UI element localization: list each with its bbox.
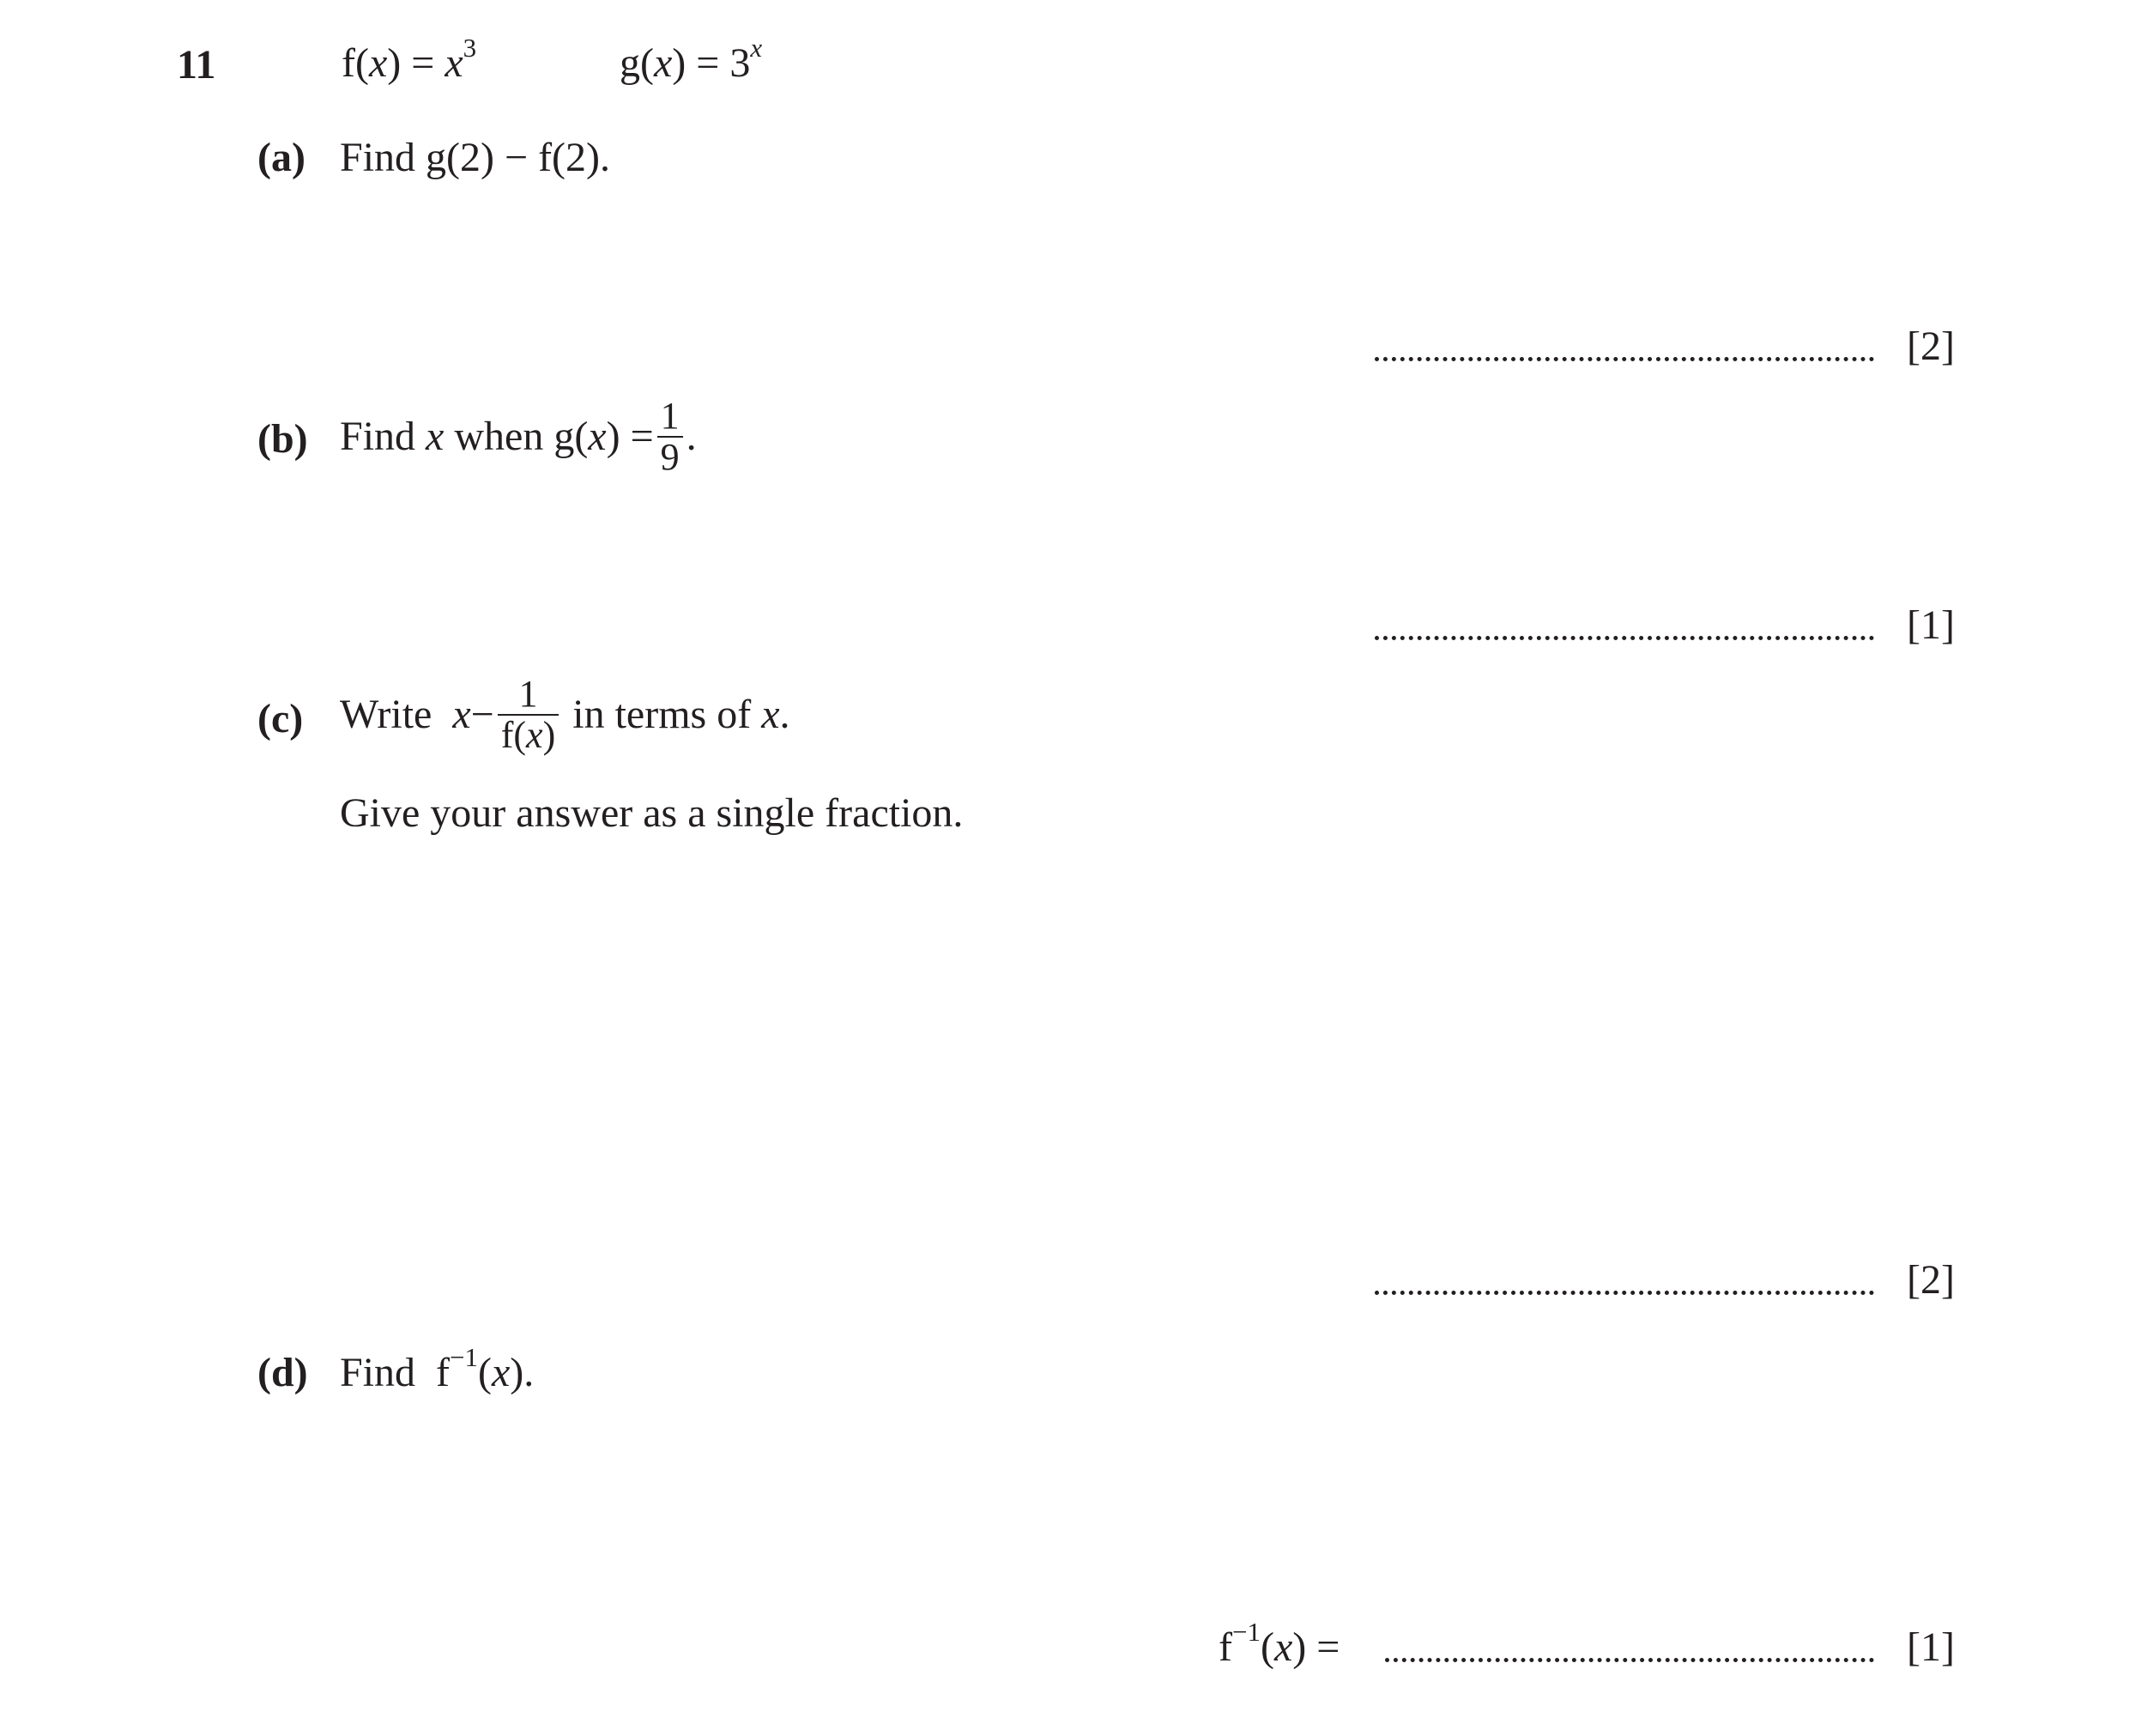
part-c-write: Write [340, 692, 432, 738]
part-c-answer-line[interactable] [1375, 1284, 1874, 1299]
part-d-question [340, 1342, 535, 1395]
part-a-answer-line[interactable] [1375, 350, 1874, 366]
part-c-question: Write x− $\frac{1}{f(x)}$ in terms of x. [340, 673, 790, 757]
part-d-answer-line[interactable] [1385, 1651, 1874, 1666]
part-c-frac-den-f: f( [500, 714, 527, 757]
part-a-text: Find [340, 135, 416, 180]
part-b-marks: [1] [1907, 602, 1955, 648]
part-b-frac-num: 1 [657, 396, 683, 438]
part-d-arg-open: ( [478, 1350, 492, 1395]
f-exponent: 3 [463, 33, 477, 63]
part-b-find: Find [340, 414, 416, 460]
part-a-expression: g(2) − f(2). [426, 135, 611, 180]
part-d-label: (d) [257, 1350, 308, 1395]
part-b-fraction [657, 396, 683, 477]
part-b-question: Find x when g(x) = $\frac{1}{9}$ . [340, 395, 697, 479]
g-var: x [653, 40, 673, 86]
part-c-in-terms-of: in terms of [572, 692, 752, 738]
part-b-lhs-close: ) = [606, 414, 654, 460]
part-a-question [340, 137, 610, 178]
part-d-answer-prefix: $f^{-1}(x)$ = [1219, 1617, 1340, 1670]
question-number: 11 [177, 42, 216, 88]
part-c-frac-den-close: ) [542, 714, 556, 757]
part-c-label: (c) [257, 696, 304, 741]
part-c-instruction: Give your answer as a single fraction. [340, 790, 964, 836]
part-b-when: when [454, 414, 544, 460]
part-d-exponent: −1 [450, 1342, 478, 1372]
definition-f: $f(x) = x^3$ [342, 33, 477, 86]
f-base: x [445, 40, 463, 86]
part-d-answer-exponent: −1 [1231, 1617, 1261, 1647]
part-b-frac-den: 9 [660, 436, 680, 479]
part-b-label: (b) [257, 416, 308, 462]
part-a-marks: [2] [1907, 324, 1955, 369]
part-d-fname: f [436, 1350, 451, 1395]
definition-g: g(x) = 3$^x$ [620, 33, 763, 86]
g-name: g [620, 40, 640, 86]
part-c-var: x [452, 692, 471, 738]
part-d-marks: [1] [1907, 1624, 1955, 1670]
part-d-var: x [491, 1350, 511, 1395]
f-var: x [368, 40, 388, 86]
part-c-minus: − [470, 692, 494, 738]
g-exponent: x [750, 33, 763, 63]
part-d-arg-close: ). [510, 1350, 535, 1395]
part-d-answer-f: f [1219, 1624, 1232, 1670]
g-base: 3 [729, 40, 751, 86]
part-b-lhs: g( [553, 414, 589, 460]
part-d-answer-open: ( [1260, 1624, 1274, 1670]
part-c-frac-num: 1 [498, 674, 559, 716]
part-c-end: . [779, 692, 790, 738]
part-d-answer-close: ) = [1292, 1624, 1340, 1670]
part-b-answer-line[interactable] [1375, 629, 1874, 644]
f-name: f [342, 40, 355, 86]
f-equals: = [411, 40, 435, 86]
part-b-end: . [686, 414, 697, 460]
part-d-find: Find [340, 1350, 416, 1395]
g-equals: = [696, 40, 720, 86]
part-a-label: (a) [257, 135, 305, 180]
part-c-fraction: $\frac{1}{f(x)}$ [498, 674, 559, 755]
part-b-var: x [426, 414, 445, 460]
part-c-marks: [2] [1907, 1257, 1955, 1303]
